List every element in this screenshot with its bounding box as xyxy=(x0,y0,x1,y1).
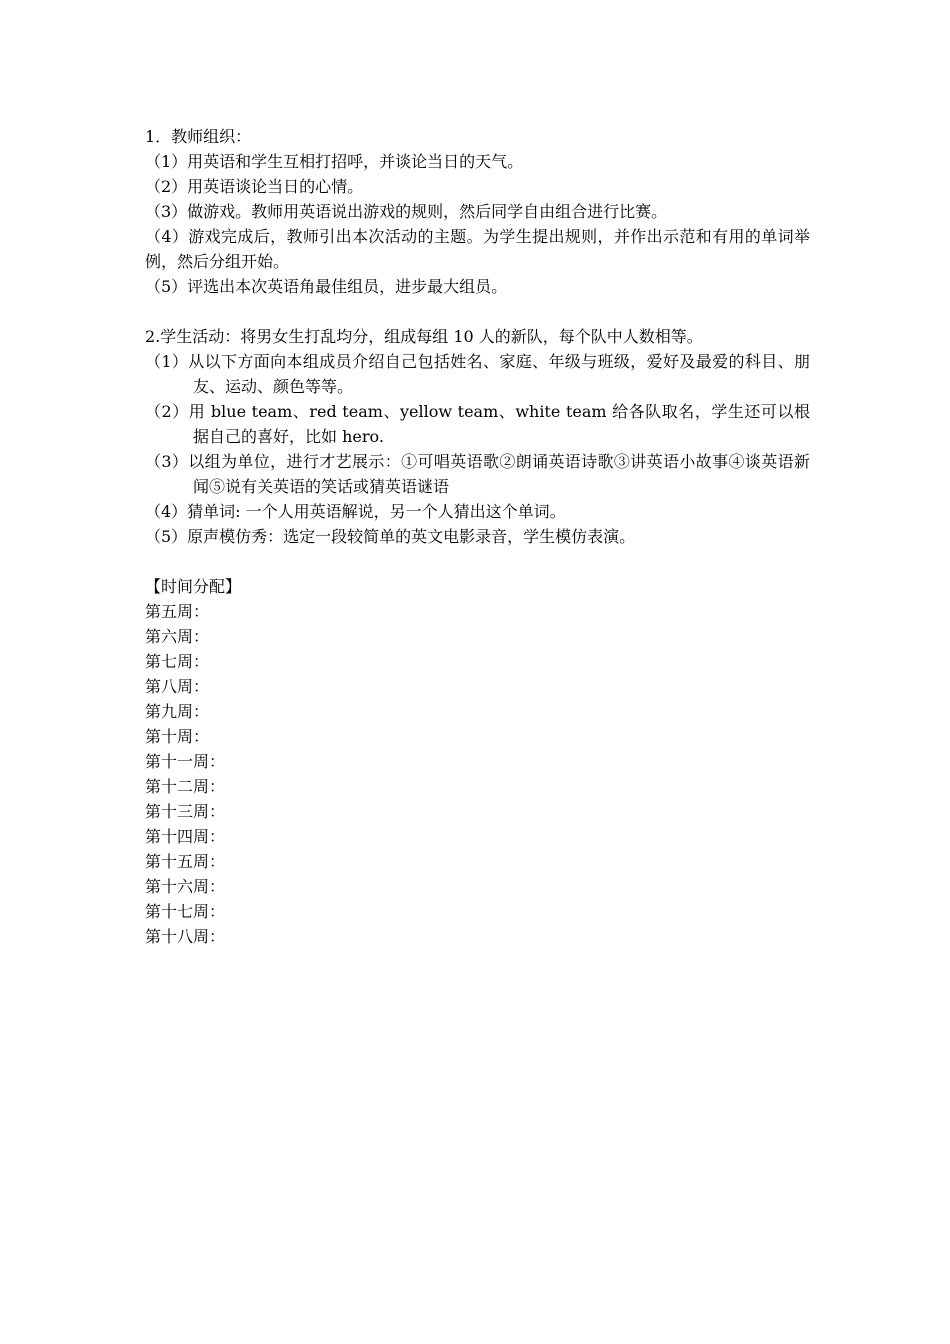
section-2-item-5: （5）原声模仿秀：选定一段较简单的英文电影录音，学生模仿表演。 xyxy=(145,527,636,546)
schedule-week: 第十二周： xyxy=(145,777,226,796)
section-1-heading: 1．教师组织： xyxy=(145,127,252,146)
schedule-week: 第十一周： xyxy=(145,752,226,771)
section-2-item-3: （3）以组为单位，进行才艺展示：①可唱英语歌②朗诵英语诗歌③讲英语小故事④谈英语新闻⑤说有关英语的笑话或猜英语谜语 xyxy=(145,452,810,496)
schedule-week: 第十八周： xyxy=(145,927,226,946)
section-1-item-4: （4）游戏完成后，教师引出本次活动的主题。为学生提出规则，并作出示范和有用的单词举例，然后分组开始。 xyxy=(145,227,810,271)
schedule-week: 第九周： xyxy=(145,702,210,721)
schedule-week: 第十三周： xyxy=(145,802,226,821)
schedule-week: 第八周： xyxy=(145,677,210,696)
schedule-week: 第十七周： xyxy=(145,902,226,921)
schedule-week: 第十五周： xyxy=(145,852,226,871)
document-body xyxy=(145,124,810,949)
schedule-week: 第十四周： xyxy=(145,827,226,846)
section-2-heading: 2.学生活动：将男女生打乱均分，组成每组 10 人的新队，每个队中人数相等。 xyxy=(145,327,703,346)
section-1-item-3: （3）做游戏。教师用英语说出游戏的规则，然后同学自由组合进行比赛。 xyxy=(145,202,668,221)
schedule-week: 第十周： xyxy=(145,727,210,746)
section-1-item-1: （1）用英语和学生互相打招呼，并谈论当日的天气。 xyxy=(145,152,524,171)
section-2-item-2: （2）用 blue team、red team、yellow team、white team 给各队取名，学生还可以根据自己的喜好，比如 hero. xyxy=(145,402,810,446)
schedule-week: 第十六周： xyxy=(145,877,226,896)
schedule-week: 第六周： xyxy=(145,627,210,646)
schedule-week: 第五周： xyxy=(145,602,210,621)
schedule-heading: 【时间分配】 xyxy=(145,577,242,596)
schedule-list xyxy=(145,599,810,949)
section-2-item-1: （1）从以下方面向本组成员介绍自己包括姓名、家庭、年级与班级，爱好及最爱的科目、朋友、运动、颜色等等。 xyxy=(145,352,810,396)
schedule-week: 第七周： xyxy=(145,652,210,671)
blank-line xyxy=(145,549,810,574)
section-2-item-4: （4）猜单词: 一个人用英语解说，另一个人猜出这个单词。 xyxy=(145,502,566,521)
section-1-item-2: （2）用英语谈论当日的心情。 xyxy=(145,177,364,196)
section-1-item-5: （5）评选出本次英语角最佳组员，进步最大组员。 xyxy=(145,277,508,296)
blank-line xyxy=(145,299,810,324)
